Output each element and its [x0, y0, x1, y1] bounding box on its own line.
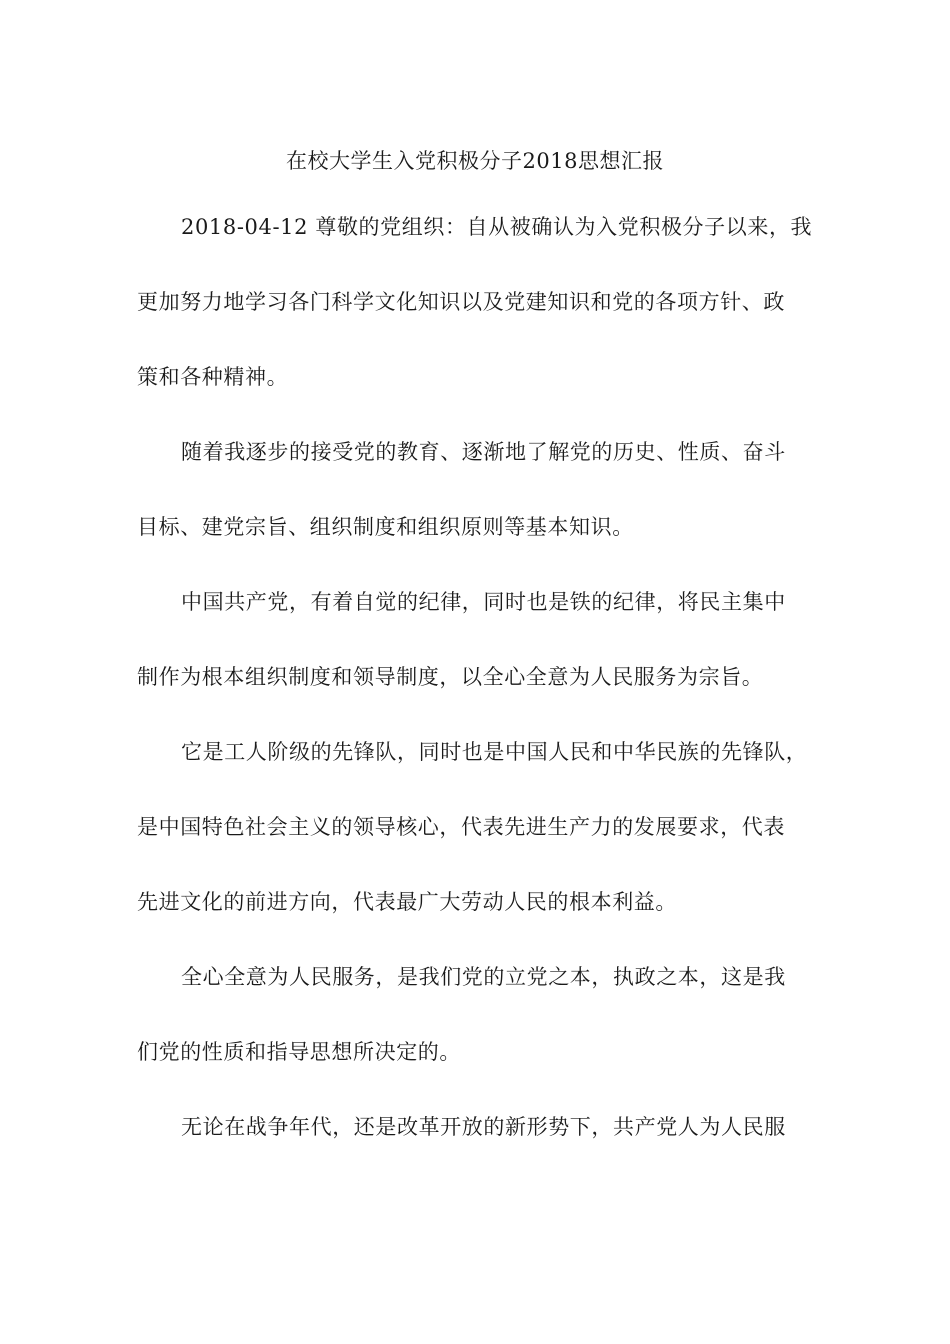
- text-line: 全心全意为人民服务，是我们党的立党之本，执政之本，这是我: [181, 965, 786, 989]
- text-line: 2018-04-12 尊敬的党组织：自从被确认为入党积极分子以来，我: [181, 215, 813, 239]
- text-line: 它是工人阶级的先锋队，同时也是中国人民和中华民族的先锋队，: [181, 740, 808, 764]
- text-line: 目标、建党宗旨、组织制度和组织原则等基本知识。: [137, 515, 634, 539]
- text-line: 策和各种精神。: [137, 365, 289, 389]
- text-line: 先进文化的前进方向，代表最广大劳动人民的根本利益。: [137, 890, 677, 914]
- document-title: 在校大学生入党积极分子2018思想汇报: [286, 149, 664, 173]
- text-line: 更加努力地学习各门科学文化知识以及党建知识和党的各项方针、政: [137, 290, 785, 314]
- text-line: 无论在战争年代，还是改革开放的新形势下，共产党人为人民服: [181, 1115, 786, 1139]
- text-line: 中国共产党，有着自觉的纪律，同时也是铁的纪律，将民主集中: [181, 590, 786, 614]
- text-line: 制作为根本组织制度和领导制度，以全心全意为人民服务为宗旨。: [137, 665, 764, 689]
- text-line: 们党的性质和指导思想所决定的。: [137, 1040, 461, 1064]
- text-line: 是中国特色社会主义的领导核心，代表先进生产力的发展要求，代表: [137, 815, 785, 839]
- text-line: 随着我逐步的接受党的教育、逐渐地了解党的历史、性质、奋斗: [181, 440, 786, 464]
